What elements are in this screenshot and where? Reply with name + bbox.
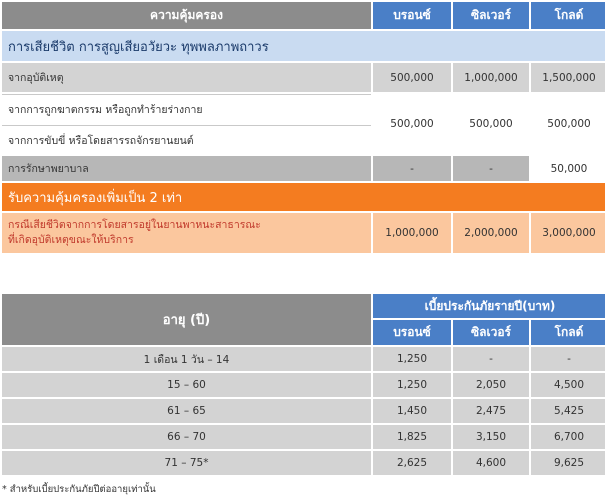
age-range: 1 เดือน 1 วัน – 14 (2, 347, 371, 371)
premium-bronze: 1,250 (373, 373, 451, 397)
table-row (2, 63, 605, 92)
premium-bronze: 1,250 (373, 347, 451, 371)
age-header: อายุ (ปี) (2, 294, 371, 345)
plan-header-silver: ซิลเวอร์ (453, 320, 529, 345)
value-gold: 50,000 (531, 156, 605, 181)
value-gold: 500,000 (531, 94, 605, 154)
premium-silver: 4,600 (453, 451, 529, 475)
premium-bronze: 1,450 (373, 399, 451, 423)
premium-bronze: 1,825 (373, 425, 451, 449)
value-silver: 1,000,000 (453, 63, 529, 92)
premium-silver: 2,050 (453, 373, 529, 397)
section-main-coverage: การเสียชีวิต การสูญเสียอวัยวะ ทุพพลภาพถาวร (2, 31, 605, 61)
age-range: 61 – 65 (2, 399, 371, 423)
age-range: 66 – 70 (2, 425, 371, 449)
age-range: 71 – 75* (2, 451, 371, 475)
table-row (2, 373, 605, 397)
premium-silver: 3,150 (453, 425, 529, 449)
row-label: จากการถูกฆาตกรรม หรือถูกทำร้ายร่างกาย (2, 94, 371, 123)
premium-silver: - (453, 347, 529, 371)
footnote: * สำหรับเบี้ยประกันภัยปีต่ออายุเท่านั้น (2, 484, 156, 495)
table-row (2, 213, 605, 253)
premium-gold: 9,625 (531, 451, 605, 475)
row-label: จากการขับขี่ หรือโดยสารรถจักรยานยนต์ (2, 125, 371, 154)
table-row (2, 347, 605, 371)
premium-gold: - (531, 347, 605, 371)
plan-header-gold: โกลด์ (531, 320, 605, 345)
value-gold: 1,500,000 (531, 63, 605, 92)
value-silver: - (453, 156, 529, 181)
row-label (2, 213, 371, 253)
table-row (2, 156, 605, 181)
premium-gold: 5,425 (531, 399, 605, 423)
plan-header-silver: ซิลเวอร์ (453, 2, 529, 29)
section-extra-coverage: รับความคุ้มครองเพิ่มเป็น 2 เท่า (2, 183, 605, 211)
plan-header-gold: โกลด์ (531, 2, 605, 29)
plan-header-bronze: บรอนซ์ (373, 320, 451, 345)
age-range: 15 – 60 (2, 373, 371, 397)
premium-gold: 4,500 (531, 373, 605, 397)
coverage-header: ความคุ้มครอง (2, 2, 371, 29)
row-label: การรักษาพยาบาล (2, 156, 371, 181)
value-silver: 2,000,000 (453, 213, 529, 253)
value-bronze: 500,000 (373, 63, 451, 92)
table-row (2, 94, 605, 123)
plan-header-bronze: บรอนซ์ (373, 2, 451, 29)
table-row (2, 451, 605, 475)
premium-header: เบี้ยประกันภัยรายปี(บาท) (373, 294, 605, 318)
value-bronze: 500,000 (373, 94, 451, 154)
value-silver: 500,000 (453, 94, 529, 154)
table-row (2, 399, 605, 423)
row-label: จากอุบัติเหตุ (2, 63, 371, 92)
premium-bronze: 2,625 (373, 451, 451, 475)
premium-gold: 6,700 (531, 425, 605, 449)
row-label-line-1: กรณีเสียชีวิตจากการโดยสารอยู่ในยานพาหนะสาธารณะ (8, 219, 261, 231)
premium-silver: 2,475 (453, 399, 529, 423)
value-gold: 3,000,000 (531, 213, 605, 253)
premium-table (0, 292, 605, 477)
value-bronze: 1,000,000 (373, 213, 451, 253)
row-label-line-2: ที่เกิดอุบัติเหตุขณะให้บริการ (8, 234, 134, 246)
table-row (2, 425, 605, 449)
value-bronze: - (373, 156, 451, 181)
